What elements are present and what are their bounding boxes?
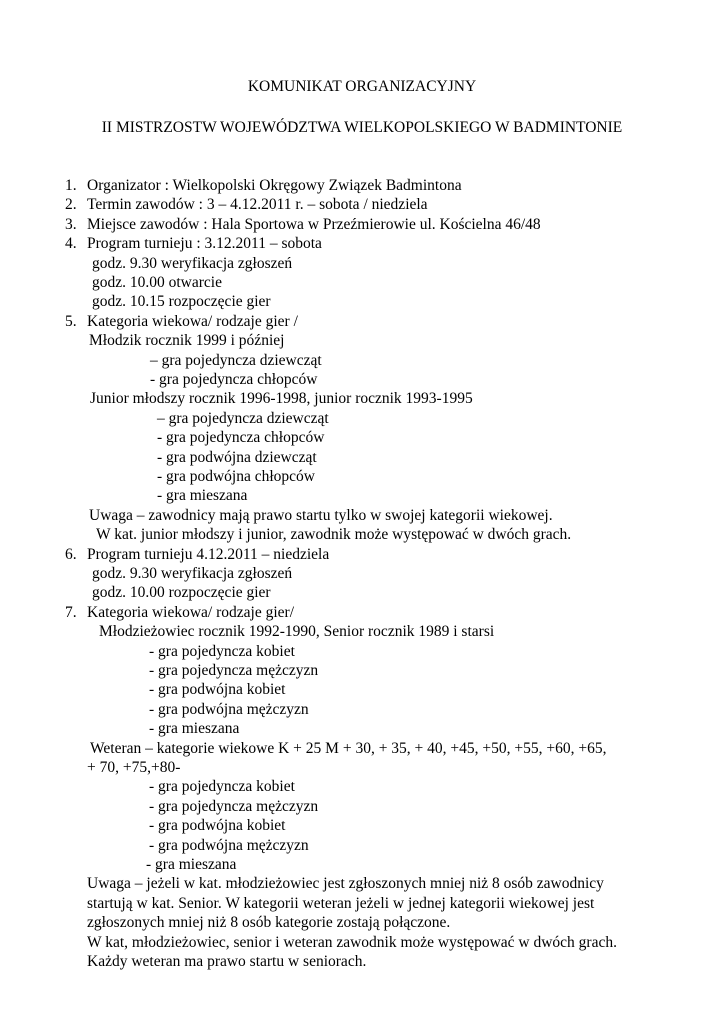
game-type: – gra pojedyncza dziewcząt [150, 351, 322, 369]
game-type: - gra pojedyncza chłopców [157, 429, 325, 447]
document-subtitle: II MISTRZOSTW WOJEWÓDZTWA WIELKOPOLSKIEGO W BADMINTONIE [101, 119, 623, 136]
category-heading-veteran-cont: + 70, +75,+80- [87, 759, 181, 776]
item-number: 3. [65, 215, 77, 233]
category-heading-veteran: Weteran – kategorie wiekowe K + 25 M + 30, + 35, + 40, +45, +50, +55, +60, +65, [90, 739, 607, 757]
item-text-date: Termin zawodów : 3 – 4.12.2011 r. – sobota / niedziela [87, 196, 428, 214]
item-number: 7. [65, 603, 77, 621]
note: Każdy weteran ma prawo startu w seniorach. [87, 953, 367, 970]
document-title: KOMUNIKAT ORGANIZACYJNY [247, 78, 477, 95]
game-type: - gra podwójna dziewcząt [157, 448, 317, 466]
game-type: - gra podwójna mężczyzn [149, 700, 309, 718]
game-type: - gra podwójna kobiet [149, 681, 286, 699]
item-text-category: Kategoria wiekowa/ rodzaje gier/ [87, 603, 295, 621]
game-type: - gra podwójna chłopców [157, 468, 315, 485]
category-heading-senior: Młodzieżowiec rocznik 1992-1990, Senior rocznik 1989 i starsi [99, 623, 495, 641]
schedule-line: godz. 10.00 rozpoczęcie gier [92, 584, 271, 602]
item-text-program-day1: Program turnieju : 3.12.2011 – sobota [87, 235, 322, 253]
item-text-organizer: Organizator : Wielkopolski Okręgowy Związek Badmintona [87, 177, 462, 194]
schedule-line: godz. 9.30 weryfikacja zgłoszeń [92, 565, 293, 582]
note: W kat. junior młodszy i junior, zawodnik może występować w dwóch grach. [96, 526, 572, 544]
game-type: - gra podwójna mężczyzn [149, 836, 309, 854]
note: Uwaga – zawodnicy mają prawo startu tylko w swojej kategorii wiekowej. [89, 506, 553, 524]
category-heading-mlodzik: Młodzik rocznik 1999 i później [89, 332, 285, 350]
item-number: 5. [65, 312, 77, 330]
note: Uwaga – jeżeli w kat. młodzieżowiec jest zgłoszonych mniej niż 8 osób zawodnicy [87, 875, 604, 893]
game-type: - gra pojedyncza kobiet [149, 642, 295, 660]
schedule-line: godz. 10.15 rozpoczęcie gier [92, 293, 271, 311]
game-type: – gra pojedyncza dziewcząt [157, 409, 329, 427]
category-heading-junior: Junior młodszy rocznik 1996-1998, junior rocznik 1993-1995 [90, 390, 473, 408]
item-text-venue: Miejsce zawodów : Hala Sportowa w Przeźmierowie ul. Kościelna 46/48 [87, 215, 541, 233]
item-number: 4. [65, 235, 77, 253]
item-text-program-day2: Program turnieju 4.12.2011 – niedziela [87, 545, 330, 563]
item-text-category: Kategoria wiekowa/ rodzaje gier / [87, 312, 298, 330]
note: zgłoszonych mniej niż 8 osób kategorie zostają połączone. [87, 914, 451, 932]
schedule-line: godz. 10.00 otwarcie [92, 274, 222, 291]
game-type: - gra mieszana [149, 720, 240, 738]
schedule-line: godz. 9.30 weryfikacja zgłoszeń [92, 254, 293, 272]
game-type: - gra mieszana [157, 487, 248, 505]
game-type: - gra mieszana [146, 856, 237, 873]
item-number: 2. [65, 196, 77, 214]
game-type: - gra pojedyncza mężczyzn [149, 662, 319, 679]
note: startują w kat. Senior. W kategorii weteran jeżeli w jednej kategorii wiekowej jest [87, 894, 595, 912]
game-type: - gra pojedyncza mężczyzn [149, 797, 319, 815]
note: W kat, młodzieżowiec, senior i weteran zawodnik może występować w dwóch grach. [87, 933, 617, 951]
game-type: - gra pojedyncza chłopców [150, 371, 318, 388]
game-type: - gra podwójna kobiet [149, 817, 286, 835]
game-type: - gra pojedyncza kobiet [149, 778, 295, 796]
item-number: 1. [65, 177, 77, 194]
item-number: 6. [65, 545, 77, 563]
